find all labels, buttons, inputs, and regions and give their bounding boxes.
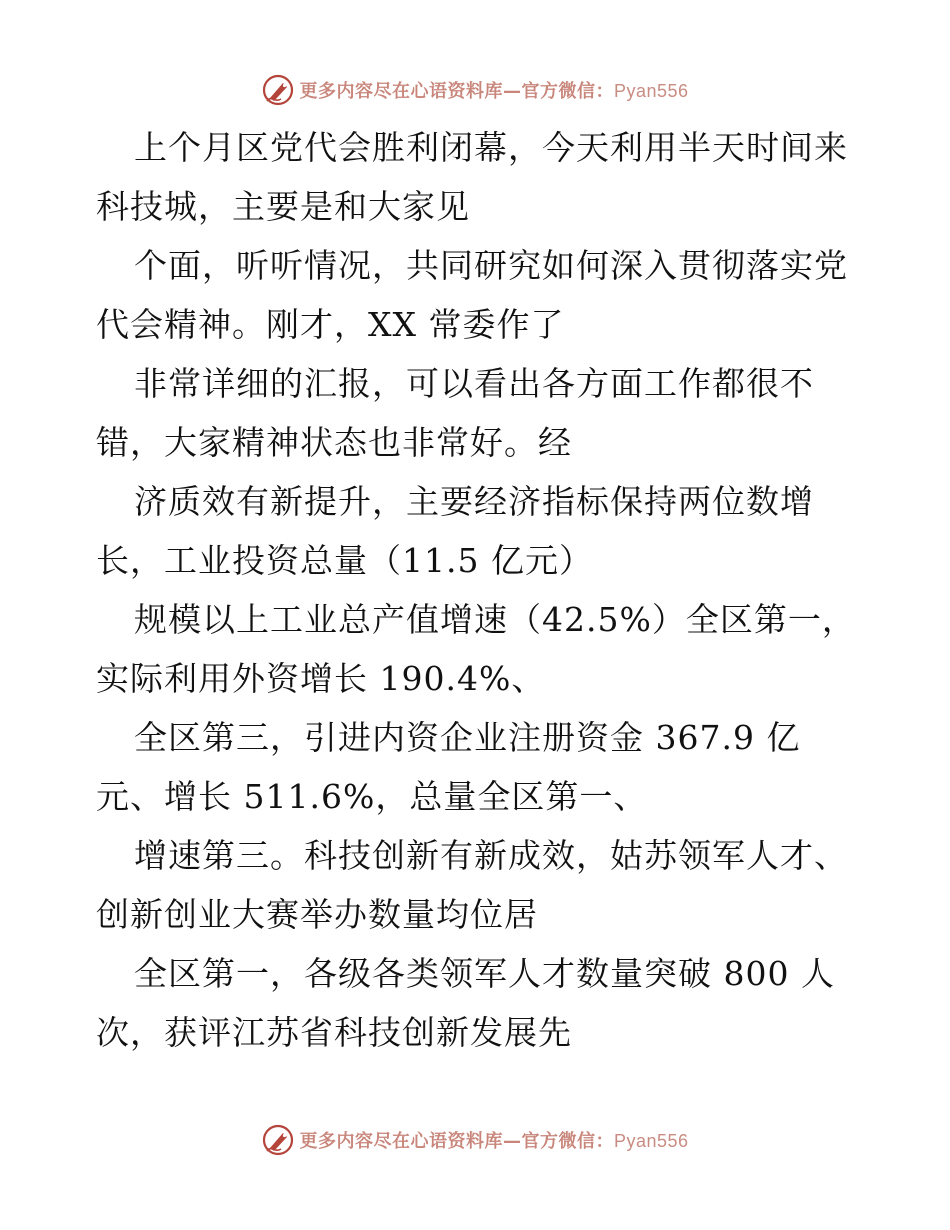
text-line: 科技城，主要是和大家见 [96,187,470,226]
text-line: 增速第三。科技创新有新成效，姑苏领军人才、 [134,836,848,875]
pen-nib-circle-icon [261,73,295,107]
text-line: 实际利用外资增长 190.4%、 [96,659,546,698]
pen-nib-circle-icon [261,1123,295,1157]
text-line: 创新创业大赛举办数量均位居 [96,895,538,934]
banner-text: 更多内容尽在心语资料库—官方微信：Pyan556 [299,1131,689,1152]
text-line: 全区第三，引进内资企业注册资金 367.9 亿 [134,718,801,757]
text-line: 规模以上工业总产值增速（42.5%）全区第一， [134,600,856,639]
text-line: 全区第一，各级各类领军人才数量突破 800 人 [134,954,835,993]
text-line: 上个月区党代会胜利闭幕，今天利用半天时间来 [134,128,848,167]
text-line: 非常详细的汇报，可以看出各方面工作都很不 [134,364,814,403]
document-body [96,118,866,1062]
text-line: 长，工业投资总量（11.5 亿元） [96,541,593,580]
wechat-id: Pyan556 [613,1131,689,1151]
text-line: 个面，听听情况，共同研究如何深入贯彻落实党 [134,246,848,285]
text-line: 次，获评江苏省科技创新发展先 [96,1013,572,1052]
text-line: 错，大家精神状态也非常好。经 [96,423,572,462]
text-line: 代会精神。刚才，XX 常委作了 [96,305,565,344]
text-line: 济质效有新提升，主要经济指标保持两位数增 [134,482,814,521]
wechat-id: Pyan556 [613,81,689,101]
banner-text: 更多内容尽在心语资料库—官方微信：Pyan556 [299,81,689,102]
text-line: 元、增长 511.6%，总量全区第一、 [96,777,648,816]
footer-banner [0,1120,950,1160]
header-banner [0,70,950,110]
